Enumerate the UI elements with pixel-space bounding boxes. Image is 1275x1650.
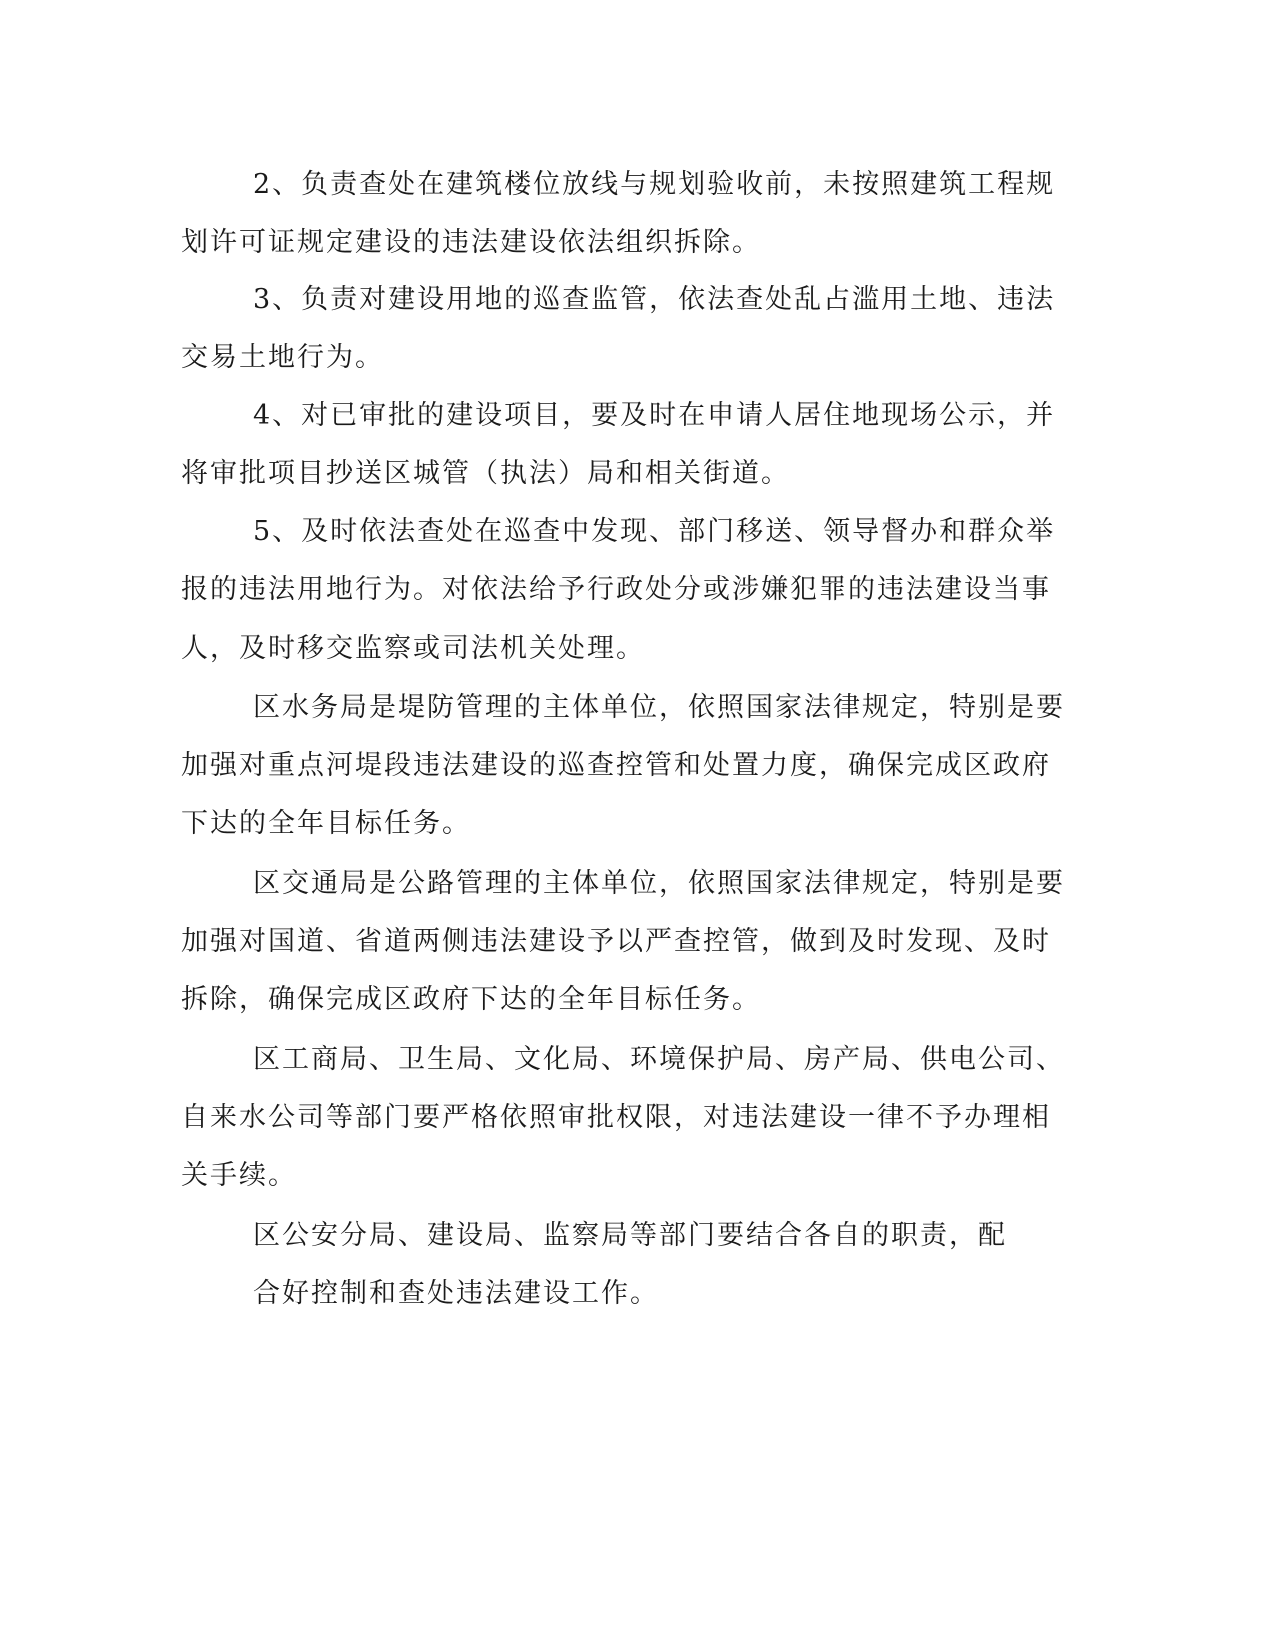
text-line: 2、负责查处在建筑楼位放线与规划验收前，未按照建筑工程规 [253,169,1056,200]
text-line: 报的违法用地行为。对依法给予行政处分或涉嫌犯罪的违法建设当事 [181,574,1051,605]
text-line: 区公安分局、建设局、监察局等部门要结合各自的职责，配 [253,1220,1007,1251]
text-line: 区工商局、卫生局、文化局、环境保护局、房产局、供电公司、 [253,1044,1065,1075]
text-line: 交易土地行为。 [181,342,384,373]
text-line: 区水务局是堤防管理的主体单位，依照国家法律规定，特别是要 [253,692,1065,723]
text-line: 合好控制和查处违法建设工作。 [253,1278,659,1309]
text-line: 5、及时依法查处在巡查中发现、部门移送、领导督办和群众举 [253,516,1056,547]
text-line: 下达的全年目标任务。 [181,808,471,839]
text-line: 拆除，确保完成区政府下达的全年目标任务。 [181,984,761,1015]
text-line: 人，及时移交监察或司法机关处理。 [181,633,645,664]
text-line: 4、对已审批的建设项目，要及时在申请人居住地现场公示，并 [253,400,1056,431]
text-line: 划许可证规定建设的违法建设依法组织拆除。 [181,227,761,258]
text-line: 加强对重点河堤段违法建设的巡查控管和处置力度，确保完成区政府 [181,750,1051,781]
text-line: 3、负责对建设用地的巡查监管，依法查处乱占滥用土地、违法 [253,284,1056,315]
text-line: 将审批项目抄送区城管（执法）局和相关街道。 [181,458,790,489]
text-line: 自来水公司等部门要严格依照审批权限，对违法建设一律不予办理相 [181,1102,1051,1133]
text-line: 区交通局是公路管理的主体单位，依照国家法律规定，特别是要 [253,868,1065,899]
text-line: 加强对国道、省道两侧违法建设予以严查控管，做到及时发现、及时 [181,926,1051,957]
text-line: 关手续。 [181,1160,297,1191]
